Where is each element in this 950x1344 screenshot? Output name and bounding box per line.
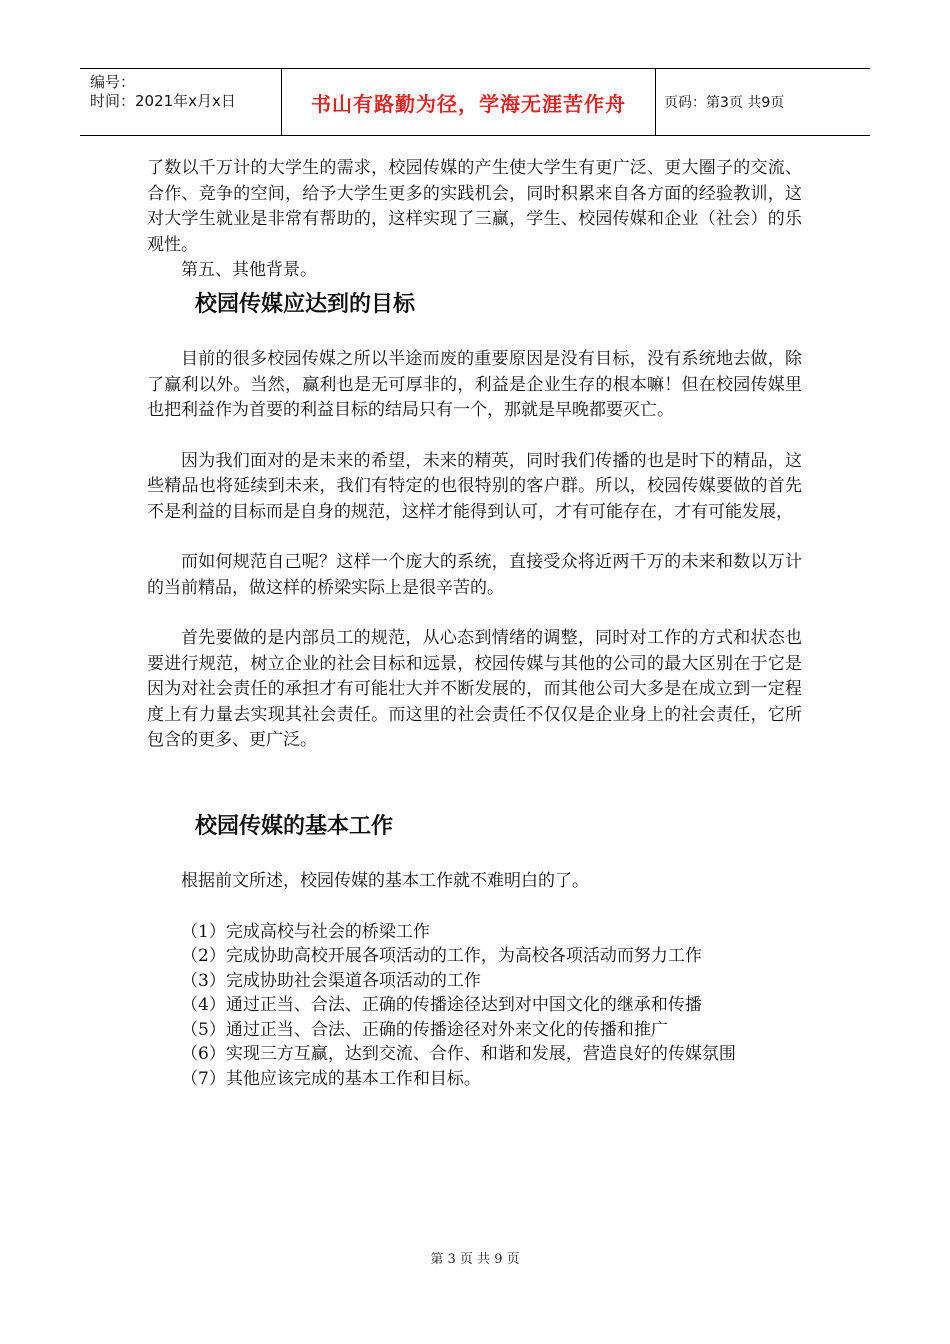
section2-intro: 根据前文所述，校园传媒的基本工作就不难明白的了。 bbox=[181, 871, 589, 891]
document-body bbox=[147, 156, 802, 1091]
task-list bbox=[147, 920, 802, 1092]
page-header bbox=[80, 68, 870, 136]
intro-paragraph: 了数以千万计的大学生的需求，校园传媒的产生使大学生有更广泛、更大圈子的交流、合作、竞争的空间，给予大学生更多的实践机会，同时积累来自各方面的经验教训，这对大学生就业是非常有帮助的，这样实现了三赢，学生、校园传媒和企业（社会）的乐观性。 bbox=[147, 158, 802, 255]
task-item: （4）通过正当、合法、正确的传播途径达到对中国文化的继承和传播 bbox=[181, 995, 702, 1015]
fifth-item: 第五、其他背景。 bbox=[181, 260, 317, 280]
time-label: 时间：2021年x月x日 bbox=[90, 92, 236, 110]
task-item: （7）其他应该完成的基本工作和目标。 bbox=[181, 1068, 481, 1089]
header-meta bbox=[80, 69, 282, 135]
task-item: （6）实现三方互赢，达到交流、合作、和谐和发展，营造良好的传媒氛围 bbox=[181, 1044, 736, 1064]
section1-paragraph: 而如何规范自己呢？这样一个庞大的系统，直接受众将近两千万的未来和数以万计的当前精品，做这样的桥梁实际上是很辛苦的。 bbox=[147, 552, 802, 598]
header-motto: 书山有路勤为径，学海无涯苦作舟 bbox=[311, 91, 626, 116]
task-item: （1）完成高校与社会的桥梁工作 bbox=[181, 921, 430, 942]
serial-label: 编号： bbox=[90, 73, 136, 91]
header-page-info: 页码：第3页 共9页 bbox=[664, 95, 785, 111]
section1-title: 校园传媒应达到的目标 bbox=[195, 291, 416, 317]
task-item: （5）通过正当、合法、正确的传播途径对外来文化的传播和推广 bbox=[181, 1019, 668, 1040]
header-motto-cell bbox=[282, 69, 656, 135]
section1-paragraph: 因为我们面对的是未来的希望，未来的精英，同时我们传播的也是时下的精品，这些精品也将延续到未来，我们有特定的也很特别的客户群。所以，校园传媒要做的首先不是利益的目标而是自身的规范，这样才能得到认可，才有可能存在，才有可能发展， bbox=[147, 450, 802, 522]
section1-paragraph: 目前的很多校园传媒之所以半途而废的重要原因是没有目标，没有系统地去做，除了赢利以外。当然，赢利也是无可厚非的，利益是企业生存的根本嘛！但在校园传媒里也把利益作为首要的利益目标的结局只有一个，那就是早晚都要灭亡。 bbox=[147, 349, 802, 420]
task-item: （3）完成协助社会渠道各项活动的工作 bbox=[181, 970, 481, 991]
task-item: （2）完成协助高校开展各项活动的工作，为高校各项活动而努力工作 bbox=[181, 946, 702, 966]
section1-paragraph: 首先要做的是内部员工的规范，从心态到情绪的调整，同时对工作的方式和状态也要进行规范，树立企业的社会目标和远景，校园传媒与其他的公司的最大区别在于它是因为对社会责任的承担才有可能壮大并不断发展的，而其他公司大多是在成立到一定程度上有力量去实现其社会责任。而这里的社会责任不仅仅是企业身上的社会责任，它所包含的更多、更广泛。 bbox=[147, 628, 802, 750]
section2-title: 校园传媒的基本工作 bbox=[195, 813, 394, 839]
page-footer: 第 3 页 共 9 页 bbox=[430, 1252, 520, 1267]
